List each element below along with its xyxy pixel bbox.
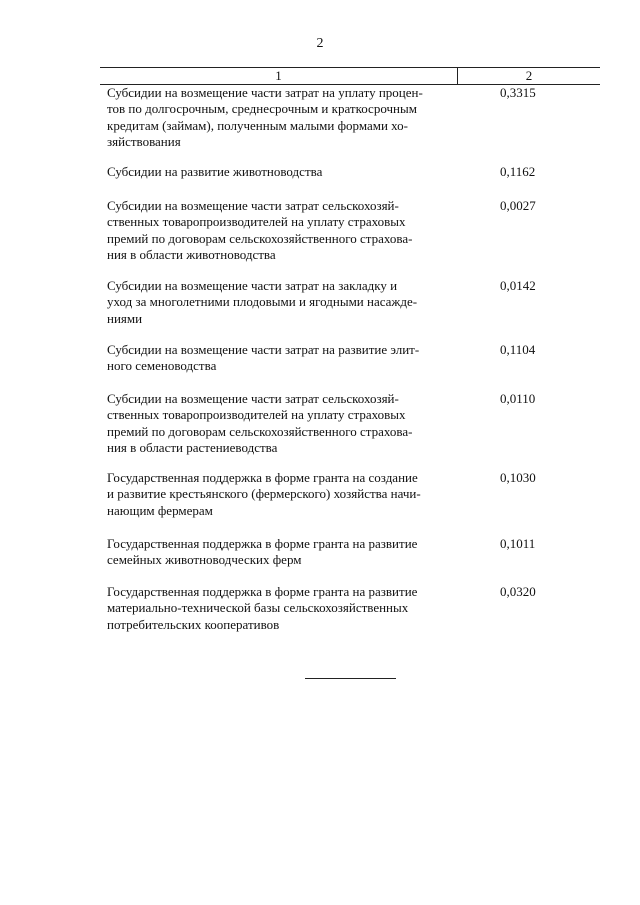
row-value: 0,1104 (500, 342, 536, 357)
column-header-2: 2 (525, 68, 533, 83)
subsidy-table (100, 67, 600, 632)
row-description: Субсидии на возмещение части затрат сельскохозяй- ственных товаропроизводителей на уплату страховых премий по договорам сельскохозяйственного страхова- ния в области растениеводства (107, 391, 413, 455)
row-value: 0,0142 (500, 278, 536, 293)
row-value: 0,3315 (500, 85, 536, 100)
row-value: 0,0110 (500, 391, 536, 406)
row-description: Субсидии на возмещение части затрат сельскохозяй- ственных товаропроизводителей на уплату страховых премий по договорам сельскохозяйственного страхова- ния в области животноводства (107, 198, 413, 262)
row-description: Государственная поддержка в форме гранта на развитие семейных животноводческих ферм (107, 536, 418, 568)
row-description: Субсидии на возмещение части затрат на закладку и уход за многолетними плодовыми и ягодными насажде- ниями (107, 278, 418, 326)
table-header-row (100, 67, 600, 85)
row-description: Субсидии на развитие животноводства (107, 164, 323, 179)
row-value: 0,1030 (500, 470, 536, 485)
page-number: 2 (316, 36, 324, 51)
row-value: 0,0027 (500, 198, 536, 213)
row-description: Государственная поддержка в форме гранта на создание и развитие крестьянского (фермерского) хозяйства начи- нающим фермерам (107, 470, 421, 518)
row-description: Субсидии на возмещение части затрат на развитие элит- ного семеноводства (107, 342, 420, 374)
row-value: 0,0320 (500, 584, 536, 599)
column-header-1: 1 (100, 68, 458, 84)
end-of-document-rule (305, 678, 396, 679)
row-description: Субсидии на возмещение части затрат на уплату процен- тов по долгосрочным, среднесрочным и краткосрочным кредитам (займам), полученным малыми формами хо- зяйствования (107, 85, 423, 149)
row-description: Государственная поддержка в форме гранта на развитие материально-технической базы сельскохозяйственных потребительских кооперативов (107, 584, 418, 632)
row-value: 0,1011 (500, 536, 536, 551)
row-value: 0,1162 (500, 164, 536, 179)
